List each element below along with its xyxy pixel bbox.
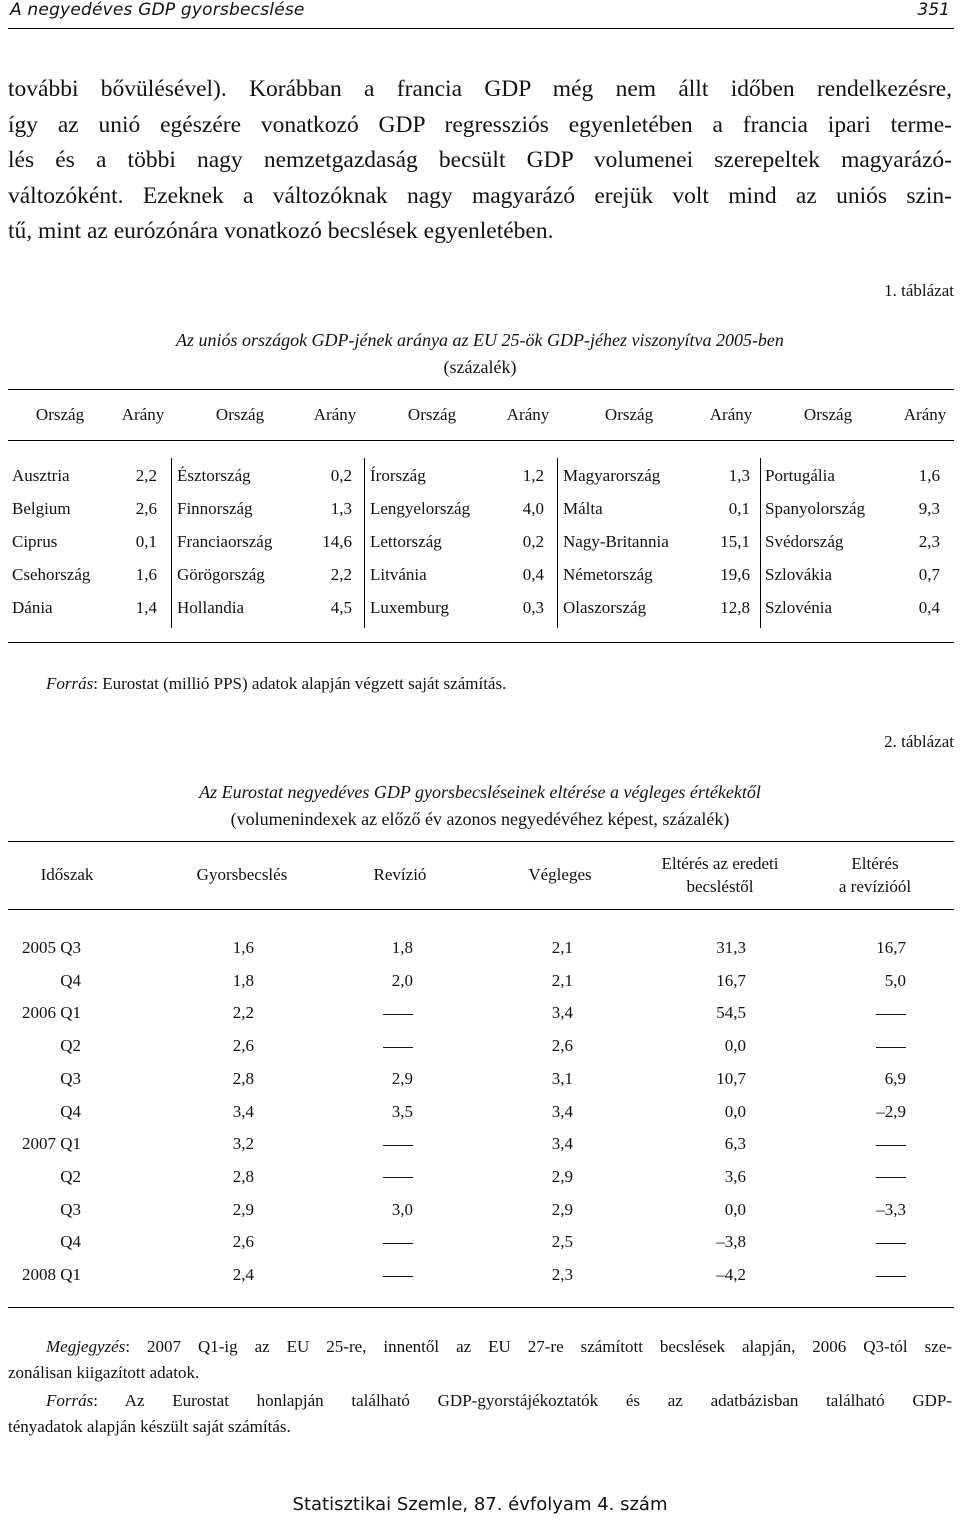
header-share: Arány — [121, 405, 165, 424]
table2-title: Az Eurostat negyedéves GDP gyorsbecsléseinek eltérése a végleges értékektől — [199, 782, 761, 802]
dash-mark — [876, 1145, 906, 1146]
body-line: tű, mint az eurózónára vonatkozó becslések egyenletében. — [8, 218, 554, 244]
table2-header-rule — [8, 909, 954, 910]
period-cell: Q3 — [60, 1068, 81, 1088]
share-cell: 1,4 — [135, 598, 157, 617]
empty-dash-cell — [343, 1232, 413, 1252]
country-cell: Szlovénia — [765, 598, 833, 617]
dash-mark — [383, 1177, 413, 1178]
country-cell: Ciprus — [12, 532, 58, 551]
value-cell: –4,2 — [716, 1265, 746, 1284]
value-cell: 16,7 — [716, 970, 746, 990]
dash-mark — [383, 1243, 413, 1244]
value-cell: 2,6 — [551, 1036, 573, 1056]
value-cell: 2,6 — [232, 1232, 254, 1252]
value-cell: 2,1 — [551, 938, 573, 957]
share-cell: 12,8 — [720, 598, 750, 617]
header-country: Ország — [407, 405, 457, 424]
value-cell: 3,0 — [391, 1199, 413, 1219]
period-cell: Q2 — [60, 1166, 81, 1186]
country-cell: Nagy-Britannia — [563, 532, 669, 551]
value-cell: 2,9 — [232, 1199, 254, 1219]
country-cell: Németország — [563, 565, 653, 584]
value-cell: 3,4 — [551, 1003, 573, 1023]
dash-mark — [383, 1014, 413, 1015]
country-cell: Észtország — [177, 466, 251, 485]
share-cell: 0,7 — [918, 565, 940, 584]
country-cell: Olaszország — [563, 598, 647, 617]
share-cell: 4,5 — [330, 598, 352, 617]
table1-subtitle: (százalék) — [443, 357, 517, 377]
value-cell: 3,4 — [551, 1134, 573, 1154]
value-cell: 5,0 — [884, 970, 906, 990]
share-cell: 0,4 — [918, 598, 940, 617]
value-cell: 10,7 — [716, 1068, 746, 1088]
table1-title: Az uniós országok GDP-jének aránya az EU 25-ök GDP-jéhez viszonyítva 2005-ben — [176, 330, 784, 350]
column-divider — [171, 458, 172, 628]
value-cell: 0,0 — [724, 1199, 746, 1219]
value-cell: 6,9 — [884, 1068, 906, 1088]
empty-dash-cell — [343, 1134, 413, 1154]
value-cell: 2,2 — [232, 1003, 254, 1023]
value-cell: 2,3 — [551, 1265, 573, 1284]
header-final: Végleges — [528, 865, 592, 884]
country-cell: Lengyelország — [370, 499, 471, 518]
note-line-2: zonálisan kiigazított adatok. — [8, 1363, 200, 1382]
dash-mark — [876, 1243, 906, 1244]
table1-source — [46, 674, 506, 694]
table1-top-rule — [8, 389, 954, 390]
value-cell: 2,9 — [551, 1199, 573, 1219]
header-share: Arány — [709, 405, 753, 424]
value-cell: –3,3 — [876, 1199, 906, 1219]
value-cell: 2,5 — [551, 1232, 573, 1252]
table2-source — [8, 1388, 952, 1440]
share-cell: 1,2 — [522, 466, 544, 485]
header-revision: Revízió — [373, 865, 427, 884]
dash-mark — [876, 1014, 906, 1015]
table2-note — [8, 1334, 952, 1386]
value-cell: 3,2 — [232, 1134, 254, 1154]
country-cell: Magyarország — [563, 466, 661, 485]
period-cell: Q4 — [60, 970, 81, 990]
share-cell: 0,1 — [728, 499, 750, 518]
header-country: Ország — [803, 405, 853, 424]
header-diff-revision-line2: a revízióól — [838, 877, 912, 896]
dash-mark — [383, 1276, 413, 1277]
header-share: Arány — [903, 405, 947, 424]
table1-header-rule — [8, 440, 954, 441]
period-cell: 2008 Q1 — [21, 1265, 81, 1284]
value-cell: 0,0 — [724, 1101, 746, 1121]
period-cell: 2005 Q3 — [21, 938, 81, 957]
country-cell: Franciaország — [177, 532, 273, 551]
share-cell: 0,1 — [135, 532, 157, 551]
value-cell: –3,8 — [716, 1232, 746, 1252]
value-cell: 2,6 — [232, 1036, 254, 1056]
empty-dash-cell — [836, 1167, 906, 1187]
header-diff-original-line1: Eltérés az eredeti — [661, 854, 779, 873]
header-country: Ország — [215, 405, 265, 424]
country-cell: Luxemburg — [370, 598, 450, 617]
note-line-1 — [8, 1334, 952, 1360]
empty-dash-cell — [836, 1134, 906, 1154]
share-cell: 0,3 — [522, 598, 544, 617]
share-cell: 2,3 — [918, 532, 940, 551]
share-cell: 15,1 — [720, 532, 750, 551]
source-line-2: tényadatok alapján készült saját számítás. — [8, 1417, 291, 1436]
note-label: Megjegyzés — [46, 1337, 126, 1356]
empty-dash-cell — [836, 1232, 906, 1252]
header-country: Ország — [604, 405, 654, 424]
dash-mark — [383, 1047, 413, 1048]
value-cell: 54,5 — [716, 1003, 746, 1023]
table1-label: 1. táblázat — [884, 281, 954, 300]
header-share: Arány — [506, 405, 550, 424]
value-cell: 2,4 — [232, 1265, 254, 1284]
dash-mark — [876, 1177, 906, 1178]
value-cell: 3,4 — [551, 1101, 573, 1121]
value-cell: 1,8 — [391, 938, 413, 957]
body-line: lés és a többi nagy nemzetgazdaság becsült GDP volumenei szerepeltek magyarázó- — [8, 147, 952, 173]
share-cell: 9,3 — [918, 499, 940, 518]
header-period: Időszak — [40, 865, 94, 884]
country-cell: Portugália — [765, 466, 835, 485]
body-line: változóként. Ezeknek a változóknak nagy magyarázó erejük volt mind az uniós szin- — [8, 182, 952, 209]
empty-dash-cell — [343, 1036, 413, 1056]
country-cell: Ausztria — [12, 466, 70, 485]
column-divider — [760, 458, 761, 628]
header-diff-revision-line1: Eltérés — [851, 854, 899, 873]
country-cell: Csehország — [12, 565, 91, 584]
value-cell: 0,0 — [724, 1036, 746, 1056]
value-cell: –2,9 — [876, 1101, 906, 1121]
column-divider — [557, 458, 558, 628]
value-cell: 2,8 — [232, 1166, 254, 1186]
table2-label: 2. táblázat — [884, 732, 954, 751]
country-cell: Szlovákia — [765, 565, 833, 584]
source-text: : Eurostat (millió PPS) adatok alapján végzett saját számítás. — [93, 674, 507, 693]
page-number: 351 — [917, 0, 950, 20]
country-cell: Lettország — [370, 532, 442, 551]
value-cell: 6,3 — [724, 1134, 746, 1154]
header-share: Arány — [313, 405, 357, 424]
dash-mark — [383, 1145, 413, 1146]
body-line: így az unió egészére vonatkozó GDP regressziós egyenletében a francia ipari terme- — [8, 111, 952, 138]
value-cell: 2,9 — [391, 1068, 413, 1088]
source-label: Forrás — [46, 1391, 94, 1410]
empty-dash-cell — [343, 1265, 413, 1285]
share-cell: 1,3 — [728, 466, 750, 485]
empty-dash-cell — [343, 1167, 413, 1187]
dash-mark — [876, 1047, 906, 1048]
period-cell: Q4 — [60, 1232, 81, 1252]
table2-bottom-rule — [8, 1307, 954, 1308]
period-cell: Q4 — [60, 1101, 81, 1121]
empty-dash-cell — [836, 1003, 906, 1023]
period-cell: 2006 Q1 — [21, 1003, 81, 1023]
country-cell: Görögország — [177, 565, 265, 584]
table2-top-rule — [8, 841, 954, 842]
country-cell: Litvánia — [370, 565, 427, 584]
value-cell: 2,9 — [551, 1166, 573, 1186]
country-cell: Belgium — [12, 499, 71, 518]
country-cell: Finnország — [177, 499, 253, 518]
dash-mark — [876, 1276, 906, 1277]
period-cell: Q3 — [60, 1199, 81, 1219]
source-text-1: : Az Eurostat honlapján található GDP-gyorstájékoztatók és az adatbázisban található GDP- — [93, 1391, 952, 1410]
share-cell: 4,0 — [522, 499, 544, 518]
share-cell: 1,6 — [918, 466, 940, 485]
value-cell: 31,3 — [716, 938, 746, 957]
body-paragraph — [8, 72, 952, 250]
share-cell: 2,6 — [135, 499, 157, 518]
share-cell: 0,4 — [522, 565, 544, 584]
period-cell: Q2 — [60, 1036, 81, 1056]
header-rule — [8, 28, 954, 29]
header-flash-estimate: Gyorsbecslés — [196, 865, 288, 884]
share-cell: 1,6 — [135, 565, 157, 584]
source-label: Forrás — [46, 674, 94, 693]
value-cell: 2,8 — [232, 1068, 254, 1088]
body-line: további bővülésével). Korábban a francia GDP még nem állt időben rendelkezésre, — [8, 76, 952, 102]
value-cell: 2,0 — [391, 970, 413, 990]
value-cell: 3,4 — [232, 1101, 254, 1121]
value-cell: 3,5 — [391, 1101, 413, 1121]
table2-subtitle: (volumenindexek az előző év azonos negyedévéhez képest, százalék) — [230, 809, 730, 829]
column-divider — [364, 458, 365, 628]
value-cell: 2,1 — [551, 970, 573, 990]
country-cell: Hollandia — [177, 598, 245, 617]
value-cell: 1,8 — [232, 970, 254, 990]
running-header-title: A negyedéves GDP gyorsbecslése — [10, 0, 305, 20]
country-cell: Svédország — [765, 532, 844, 551]
share-cell: 1,3 — [330, 499, 352, 518]
country-cell: Spanyolország — [765, 499, 866, 518]
share-cell: 0,2 — [522, 532, 544, 551]
country-cell: Dánia — [12, 598, 53, 617]
share-cell: 0,2 — [330, 466, 352, 485]
share-cell: 2,2 — [330, 565, 352, 584]
share-cell: 14,6 — [322, 532, 352, 551]
value-cell: 16,7 — [876, 938, 906, 957]
empty-dash-cell — [343, 1003, 413, 1023]
country-cell: Írország — [370, 466, 426, 485]
period-cell: 2007 Q1 — [21, 1134, 81, 1154]
country-cell: Málta — [563, 499, 603, 518]
value-cell: 3,1 — [551, 1068, 573, 1088]
empty-dash-cell — [836, 1036, 906, 1056]
table1-bottom-rule — [8, 642, 954, 643]
header-diff-original-line2: becsléstől — [686, 877, 754, 896]
share-cell: 19,6 — [720, 565, 750, 584]
value-cell: 1,6 — [232, 938, 254, 957]
value-cell: 3,6 — [724, 1166, 746, 1186]
header-country: Ország — [35, 405, 85, 424]
empty-dash-cell — [836, 1265, 906, 1285]
journal-footer: Statisztikai Szemle, 87. évfolyam 4. szám — [292, 1494, 668, 1515]
share-cell: 2,2 — [135, 466, 157, 485]
note-text-1: : 2007 Q1-ig az EU 25-re, innentől az EU 27-re számított becslések alapján, 2006 Q3-tól sze- — [125, 1337, 952, 1356]
source-line-1 — [8, 1388, 952, 1414]
